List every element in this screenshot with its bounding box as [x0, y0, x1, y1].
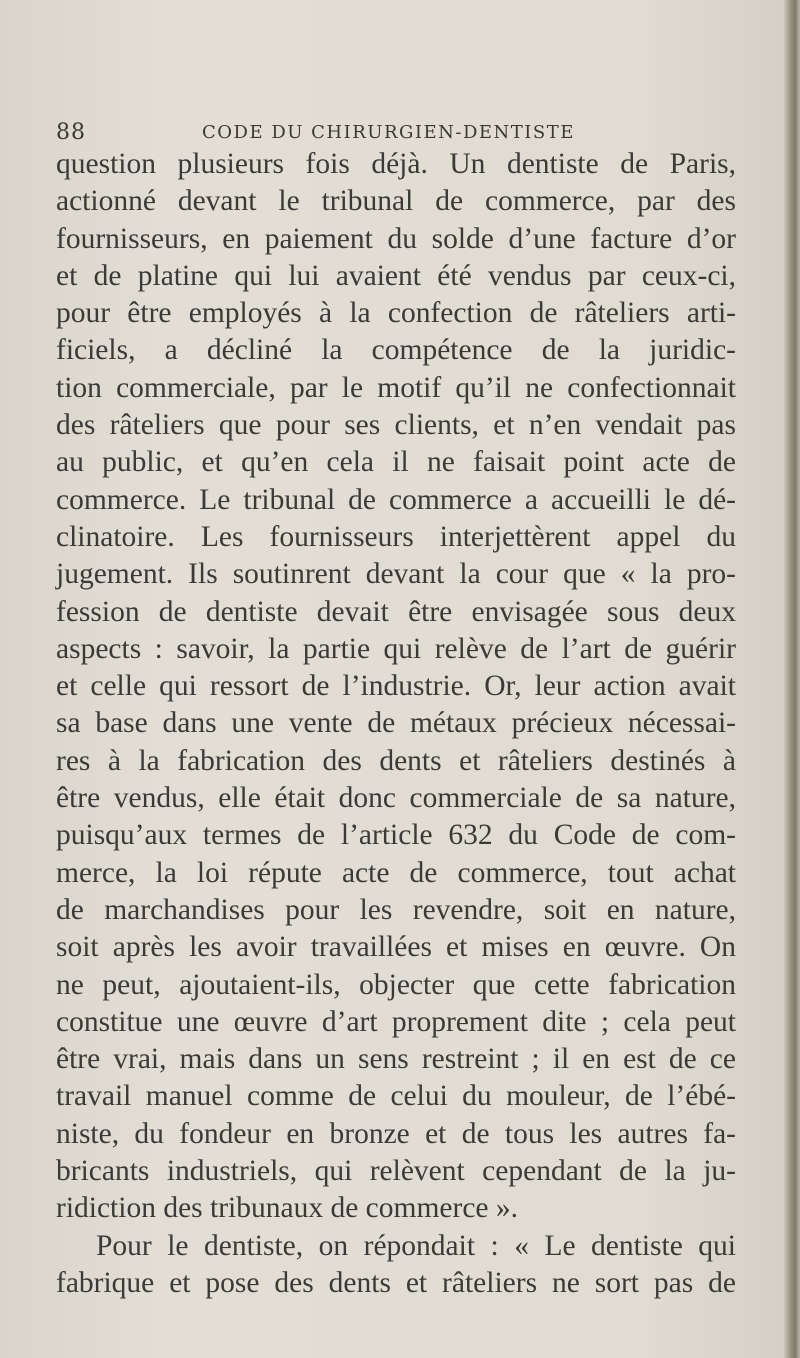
- text-line: être vendus, elle était donc commerciale de sa nature,: [56, 782, 736, 815]
- text-line: merce, la loi répute acte de commerce, tout achat: [56, 856, 736, 889]
- page-number: 88: [56, 120, 86, 145]
- text-line: actionné devant le tribunal de commerce, par des: [56, 185, 736, 218]
- text-line: commerce. Le tribunal de commerce a accueilli le dé-: [56, 483, 736, 516]
- running-head: CODE DU CHIRURGIEN-DENTISTE: [202, 122, 575, 143]
- text-line: puisqu’aux termes de l’article 632 du Code de com-: [56, 819, 736, 852]
- text-line: de marchandises pour les revendre, soit en nature,: [56, 893, 736, 926]
- text-line: ficiels, a décliné la compétence de la juridic-: [56, 334, 736, 367]
- text-line: Pour le dentiste, on répondait : « Le dentiste qui: [96, 1229, 736, 1262]
- text-line: travail manuel comme de celui du mouleur, de l’ébé-: [56, 1080, 736, 1113]
- text-line: bricants industriels, qui relèvent cependant de la ju-: [56, 1155, 736, 1188]
- body-text: [56, 146, 736, 1302]
- text-line: sa base dans une vente de métaux précieux nécessai-: [56, 707, 736, 740]
- text-line: res à la fabrication des dents et râteliers destinés à: [56, 744, 736, 777]
- text-line: fournisseurs, en paiement du solde d’une facture d’or: [56, 222, 736, 255]
- text-line: aspects : savoir, la partie qui relève de l’art de guérir: [56, 632, 736, 665]
- text-line: constitue une œuvre d’art proprement dite ; cela peut: [56, 1005, 736, 1038]
- text-line: soit après les avoir travaillées et mises en œuvre. On: [56, 931, 736, 964]
- text-line: question plusieurs fois déjà. Un dentiste de Paris,: [56, 148, 736, 180]
- text-line: clinatoire. Les fournisseurs interjettèrent appel du: [56, 520, 736, 553]
- text-line: ridiction des tribunaux de commerce ».: [56, 1192, 519, 1225]
- text-line: ne peut, ajoutaient-ils, objecter que cette fabrication: [56, 968, 736, 1001]
- text-line: jugement. Ils soutinrent devant la cour que « la pro-: [56, 558, 736, 591]
- text-line: pour être employés à la confection de râteliers arti-: [56, 297, 736, 330]
- text-line: et de platine qui lui avaient été vendus par ceux-ci,: [56, 259, 736, 292]
- text-line: au public, et qu’en cela il ne faisait point acte de: [56, 446, 736, 479]
- text-line: fession de dentiste devait être envisagée sous deux: [56, 595, 736, 628]
- text-line: et celle qui ressort de l’industrie. Or, leur action avait: [56, 670, 736, 703]
- text-line: être vrai, mais dans un sens restreint ; il en est de ce: [56, 1043, 736, 1076]
- text-line: fabrique et pose des dents et râteliers ne sort pas de: [56, 1266, 736, 1299]
- text-line: tion commerciale, par le motif qu’il ne confectionnait: [56, 371, 736, 404]
- page-edge-shadow: [784, 0, 800, 1358]
- text-line: des râteliers que pour ses clients, et n’en vendait pas: [56, 409, 736, 442]
- text-line: niste, du fondeur en bronze et de tous les autres fa-: [56, 1117, 736, 1150]
